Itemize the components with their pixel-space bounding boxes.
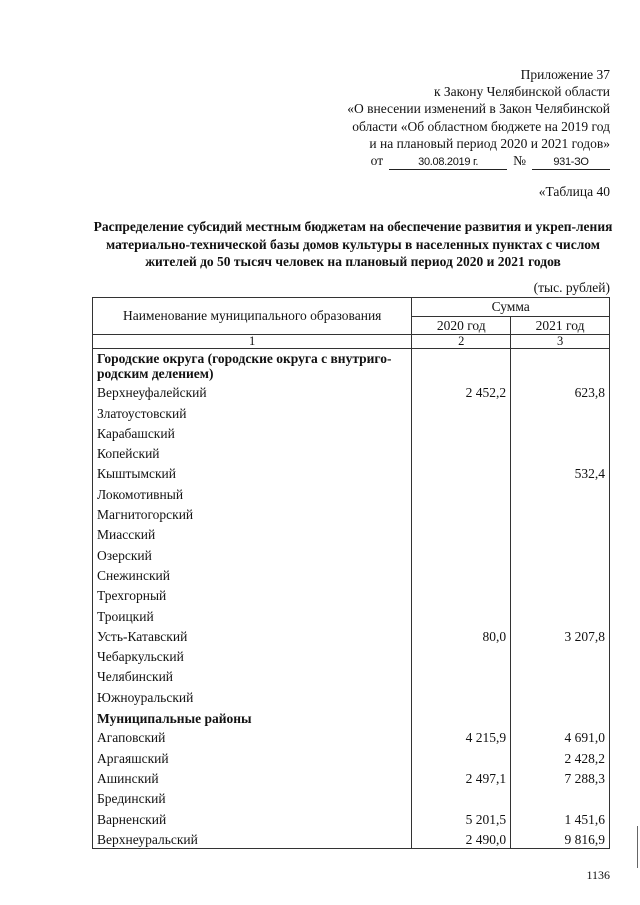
appendix-line: области «Об областном бюджете на 2019 год	[352, 118, 610, 134]
value-2020: 2 497,1	[412, 767, 511, 787]
value-2020: 4 215,9	[412, 726, 511, 746]
municipality-name: Карабашский	[93, 422, 412, 442]
table-row	[93, 503, 610, 523]
table-row	[93, 665, 610, 685]
value-2021	[511, 645, 610, 665]
table-row	[93, 767, 610, 787]
municipality-name: Трехгорный	[93, 584, 412, 604]
value-2021	[511, 665, 610, 685]
municipality-name: Южноуральский	[93, 685, 412, 705]
section-title: Муниципальные районы	[93, 706, 412, 726]
value-2020	[412, 543, 511, 563]
municipality-name: Озерский	[93, 543, 412, 563]
column-number: 1	[93, 335, 412, 349]
table-row	[93, 523, 610, 543]
municipality-name: Златоустовский	[93, 401, 412, 421]
table-row	[93, 685, 610, 705]
municipality-name: Кыштымский	[93, 462, 412, 482]
table-row	[93, 604, 610, 624]
table-row	[93, 584, 610, 604]
table-reference: «Таблица 40	[538, 184, 610, 199]
column-number: 2	[412, 335, 511, 349]
value-2021: 7 288,3	[511, 767, 610, 787]
municipality-name: Копейский	[93, 442, 412, 462]
value-2020	[412, 665, 511, 685]
value-2021	[511, 604, 610, 624]
value-2021: 9 816,9	[511, 828, 610, 849]
value-2021	[511, 787, 610, 807]
section-row	[93, 349, 610, 382]
value-2020	[412, 584, 511, 604]
table-row	[93, 807, 610, 827]
municipality-name: Чебаркульский	[93, 645, 412, 665]
column-header-name: Наименование муниципального образования	[93, 298, 412, 335]
value-2021: 623,8	[511, 381, 610, 401]
value-2020	[412, 645, 511, 665]
table-row	[93, 462, 610, 482]
page-number: 1136	[586, 868, 610, 882]
value-2021	[511, 523, 610, 543]
value-2021	[511, 503, 610, 523]
appendix-header	[250, 66, 610, 170]
value-2020	[412, 482, 511, 502]
table-row	[93, 564, 610, 584]
value-2020: 80,0	[412, 625, 511, 645]
value-2020	[412, 604, 511, 624]
table-row	[93, 645, 610, 665]
column-header-2020: 2020 год	[412, 316, 511, 335]
value-2021	[511, 543, 610, 563]
scan-edge-mark	[637, 826, 638, 868]
municipality-name: Брединский	[93, 787, 412, 807]
municipality-name: Ашинский	[93, 767, 412, 787]
appendix-line: Приложение 37	[520, 67, 610, 82]
appendix-line: «О внесении изменений в Закон Челябинской	[347, 101, 610, 117]
table-row	[93, 543, 610, 563]
subsidy-table	[92, 297, 610, 849]
value-2020	[412, 523, 511, 543]
table-row	[93, 625, 610, 645]
law-signature-line	[250, 152, 610, 170]
document-title: Распределение субсидий местным бюджетам на обеспечение развития и укреп-ления материально-технической базы домов культуры в населенных пунктах с числом жителей до 50 тысяч человек на плановый период 2020 и 2021 годов	[93, 219, 613, 269]
municipality-name: Усть-Катавский	[93, 625, 412, 645]
table-row	[93, 828, 610, 849]
value-2021	[511, 685, 610, 705]
municipality-name: Аргаяшский	[93, 746, 412, 766]
municipality-name: Челябинский	[93, 665, 412, 685]
value-2020	[412, 401, 511, 421]
municipality-name: Агаповский	[93, 726, 412, 746]
value-2020	[412, 685, 511, 705]
municipality-name: Верхнеуральский	[93, 828, 412, 849]
municipality-name: Миасский	[93, 523, 412, 543]
table-row	[93, 401, 610, 421]
value-2020	[412, 422, 511, 442]
from-label: от	[370, 153, 384, 169]
table-row	[93, 381, 610, 401]
units-label: (тыс. рублей)	[533, 280, 610, 295]
law-number: 931-ЗО	[532, 156, 610, 170]
value-2020	[412, 787, 511, 807]
column-header-sum: Сумма	[412, 298, 610, 317]
municipality-name: Локомотивный	[93, 482, 412, 502]
value-2020	[412, 503, 511, 523]
value-2021	[511, 584, 610, 604]
value-2021	[511, 564, 610, 584]
value-2020: 2 452,2	[412, 381, 511, 401]
value-2020: 5 201,5	[412, 807, 511, 827]
value-2021: 2 428,2	[511, 746, 610, 766]
appendix-line: и на плановый период 2020 и 2021 годов»	[369, 135, 610, 151]
table-row	[93, 787, 610, 807]
section-row	[93, 706, 610, 726]
column-number: 3	[511, 335, 610, 349]
appendix-line: к Закону Челябинской области	[433, 84, 610, 100]
section-title: Городские округа (городские округа с внутриго-родским делением)	[93, 349, 412, 382]
municipality-name: Варненский	[93, 807, 412, 827]
value-2021	[511, 422, 610, 442]
municipality-name: Снежинский	[93, 564, 412, 584]
table-row	[93, 726, 610, 746]
value-2021: 3 207,8	[511, 625, 610, 645]
table-row	[93, 746, 610, 766]
table-row	[93, 442, 610, 462]
value-2020	[412, 564, 511, 584]
column-header-2021: 2021 год	[511, 316, 610, 335]
municipality-name: Троицкий	[93, 604, 412, 624]
value-2021	[511, 482, 610, 502]
law-date: 30.08.2019 г.	[389, 156, 507, 170]
number-label: №	[513, 153, 526, 169]
value-2021: 532,4	[511, 462, 610, 482]
municipality-name: Верхнеуфалейский	[93, 381, 412, 401]
value-2020	[412, 442, 511, 462]
value-2021: 4 691,0	[511, 726, 610, 746]
table-row	[93, 482, 610, 502]
value-2021	[511, 442, 610, 462]
value-2021	[511, 401, 610, 421]
municipality-name: Магнитогорский	[93, 503, 412, 523]
value-2020: 2 490,0	[412, 828, 511, 849]
value-2020	[412, 746, 511, 766]
value-2021: 1 451,6	[511, 807, 610, 827]
value-2020	[412, 462, 511, 482]
table-row	[93, 422, 610, 442]
